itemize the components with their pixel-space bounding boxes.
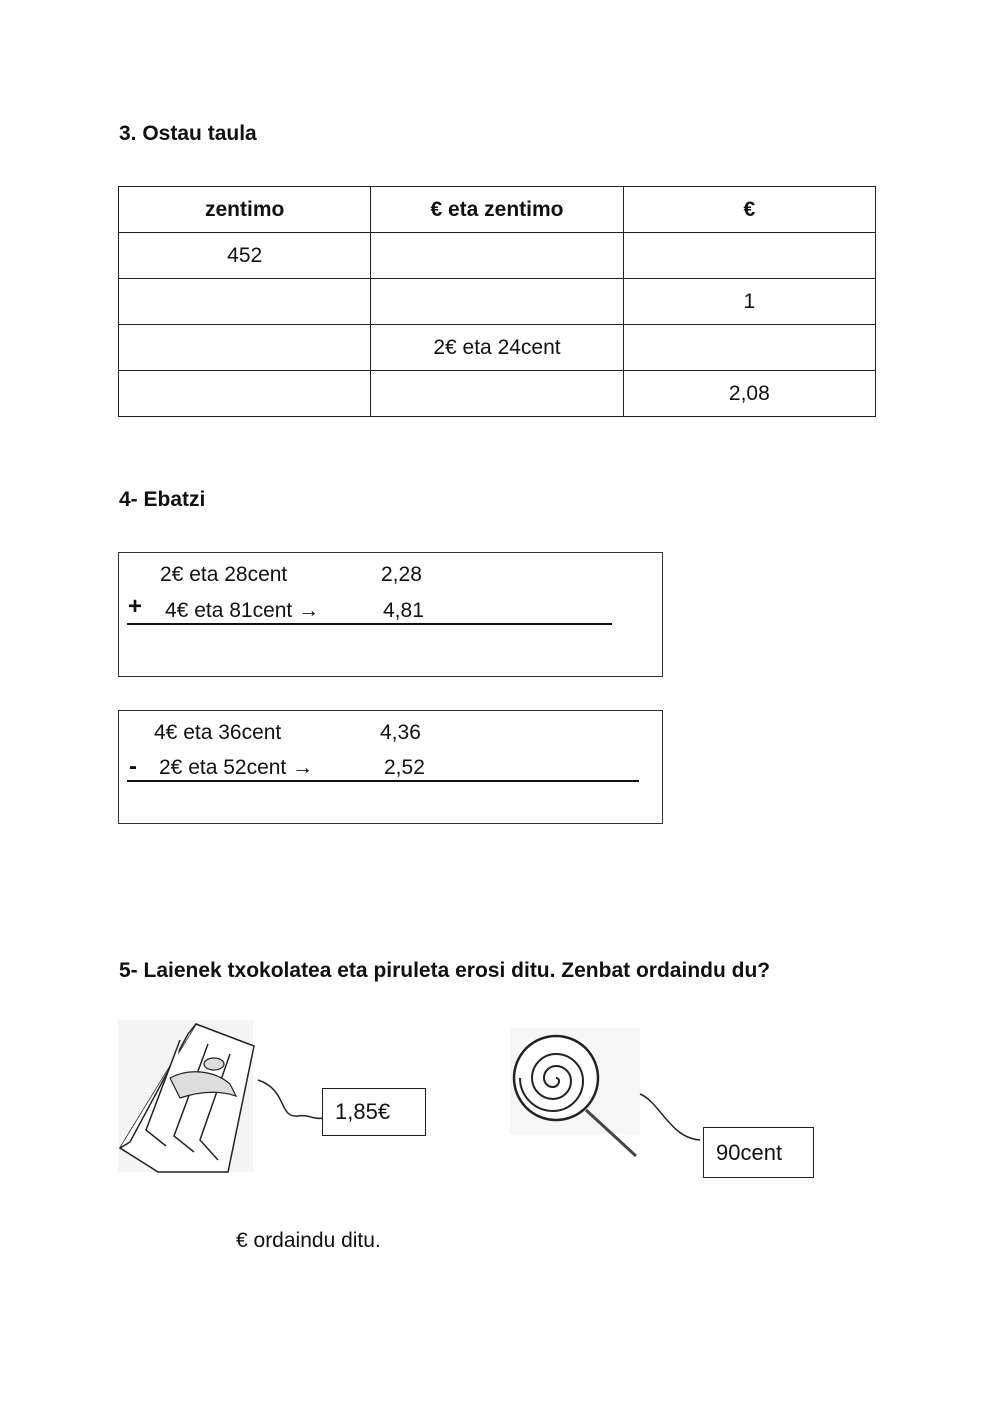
lollipop-price-label: 90cent [703, 1127, 814, 1178]
addition-line2-text: 4€ eta 81cent → [165, 599, 320, 622]
table-row [119, 325, 876, 371]
table-cell[interactable] [119, 279, 371, 325]
table-cell[interactable] [623, 233, 875, 279]
subtraction-line2-text: 2€ eta 52cent → [159, 756, 314, 779]
table-cell[interactable]: 2,08 [623, 371, 875, 417]
header-euro-eta-zentimo: € eta zentimo [371, 187, 623, 233]
table-row [119, 279, 876, 325]
table-row [119, 371, 876, 417]
minus-operator: - [129, 753, 137, 780]
header-zentimo: zentimo [119, 187, 371, 233]
table-cell[interactable] [371, 233, 623, 279]
addition-line1-value: 2,28 [381, 563, 422, 586]
chocolate-price-label: 1,85€ [322, 1088, 426, 1136]
addition-line1-text: 2€ eta 28cent [160, 563, 288, 586]
lollipop-icon [510, 1028, 710, 1168]
subtraction-line1-value: 4,36 [380, 721, 421, 744]
table-cell[interactable] [371, 279, 623, 325]
section-4-heading: 4- Ebatzi [119, 488, 206, 511]
table-cell[interactable] [371, 371, 623, 417]
table-cell[interactable] [119, 371, 371, 417]
subtraction-line1-text: 4€ eta 36cent [154, 721, 282, 744]
table-cell[interactable]: 452 [119, 233, 371, 279]
table-cell[interactable]: 1 [623, 279, 875, 325]
section-5-heading: 5- Laienek txokolatea eta piruleta erosi ditu. Zenbat ordaindu du? [119, 959, 771, 982]
plus-operator: + [128, 593, 143, 620]
addition-line2-value: 4,81 [383, 599, 424, 622]
subtraction-exercise-box [118, 710, 663, 824]
answer-text: € ordaindu ditu. [236, 1229, 381, 1252]
table-header-row [119, 187, 876, 233]
addition-exercise-box [118, 552, 663, 677]
addition-underline [127, 623, 612, 625]
table-cell[interactable] [119, 325, 371, 371]
subtraction-line2-value: 2,52 [384, 756, 425, 779]
header-euro: € [623, 187, 875, 233]
conversion-table [118, 186, 876, 417]
subtraction-underline [127, 780, 639, 782]
table-cell[interactable]: 2€ eta 24cent [371, 325, 623, 371]
table-row [119, 233, 876, 279]
table-cell[interactable] [623, 325, 875, 371]
section-3-heading: 3. Ostau taula [119, 122, 257, 145]
